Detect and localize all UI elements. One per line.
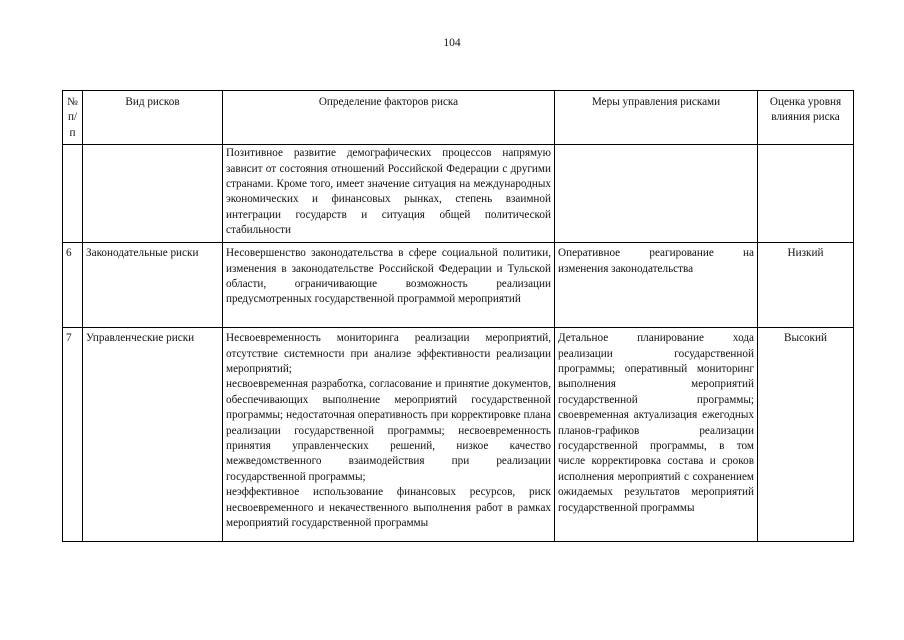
header-num: № п/п bbox=[63, 91, 83, 145]
cell-risk-level: Низкий bbox=[758, 243, 854, 328]
cell-risk-factors: Позитивное развитие демографических процессов напрямую зависит от состояния отношений Российской Федерации с другими странами. Кроме того, имеет значение ситуация на международных экономических и финансовых рынках, степень взаимной интеграции государств и ситуация общей политической стабильности bbox=[223, 145, 555, 243]
cell-risk-measures: Оперативное реагирование на изменения законодательства bbox=[555, 243, 758, 328]
page-number: 104 bbox=[443, 37, 461, 49]
cell-risk-factors bbox=[223, 328, 555, 542]
cell-risk-factors: Несовершенство законодательства в сфере социальной политики, изменения в законодательстве Российской Федерации и Тульской области, ограничивающие возможность реализации предусмотренных государственной программой мероприятий bbox=[223, 243, 555, 328]
header-risk-measures: Меры управления рисками bbox=[555, 91, 758, 145]
cell-risk-measures: Детальное планирование хода реализации государственной программы; оперативный мониторинг выполнения мероприятий государственной программы; своевременная актуализация ежегодных планов-графиков реализации государственной программы, в том числе корректировка состава и сроков исполнения мероприятий с сохранением ожидаемых результатов мероприятий государственной программы bbox=[555, 328, 758, 542]
cell-risk-level: Высокий bbox=[758, 328, 854, 542]
table-row bbox=[63, 328, 854, 542]
cell-num: 7 bbox=[63, 328, 83, 542]
header-risk-factors: Определение факторов риска bbox=[223, 91, 555, 145]
cell-num: 6 bbox=[63, 243, 83, 328]
risk-factor-paragraph: Несвоевременность мониторинга реализации мероприятий, отсутствие системности при анализе эффективности реализации мероприятий; bbox=[226, 332, 551, 376]
cell-risk-type bbox=[83, 145, 223, 243]
cell-risk-level bbox=[758, 145, 854, 243]
cell-risk-type: Управленческие риски bbox=[83, 328, 223, 542]
header-risk-level: Оценка уровня влияния риска bbox=[758, 91, 854, 145]
table-row bbox=[63, 145, 854, 243]
risk-table bbox=[62, 90, 854, 542]
cell-risk-measures bbox=[555, 145, 758, 243]
cell-num bbox=[63, 145, 83, 243]
table-header-row bbox=[63, 91, 854, 145]
risk-factor-paragraph: неэффективное использование финансовых ресурсов, риск несвоевременного и некачественного выполнения работ в рамках мероприятий государственной программы bbox=[226, 486, 551, 530]
risk-factor-paragraph: несвоевременная разработка, согласование и принятие документов, обеспечивающих выполнение мероприятий государственной программы; недостаточная оперативность при корректировке плана реализации государственной программы; несвоевременность принятия управленческих решений, низкое качество межведомственного взаимодействия при реализации государственной программы; bbox=[226, 378, 551, 483]
cell-risk-type: Законодательные риски bbox=[83, 243, 223, 328]
header-risk-type: Вид рисков bbox=[83, 91, 223, 145]
table-row bbox=[63, 243, 854, 328]
